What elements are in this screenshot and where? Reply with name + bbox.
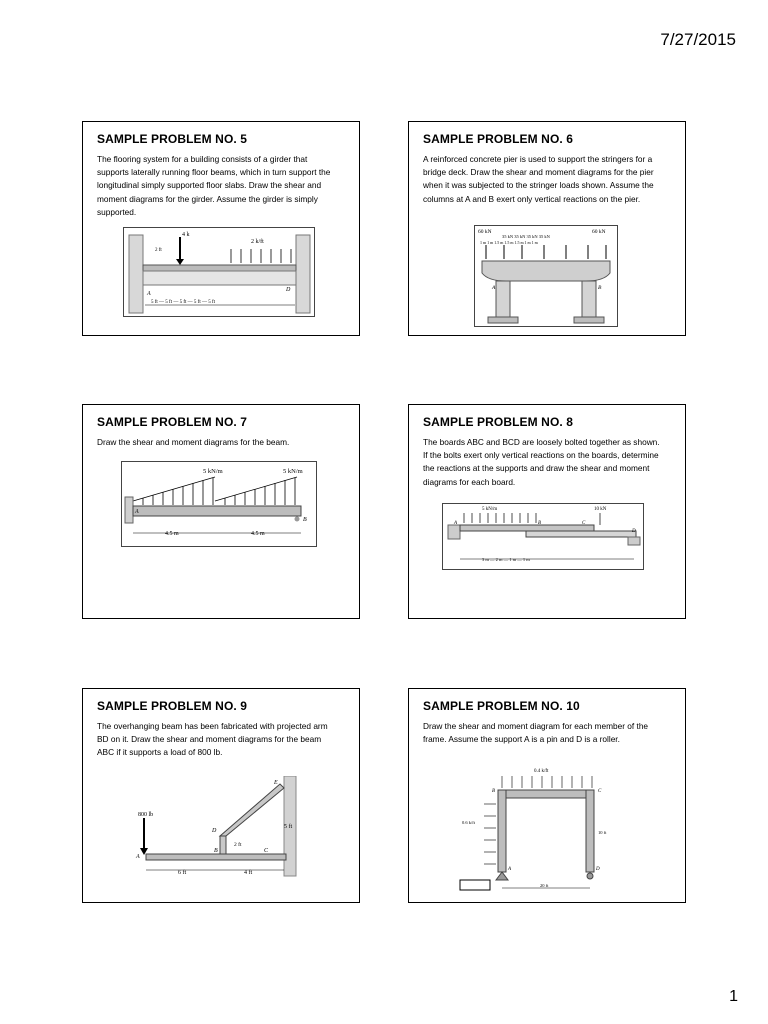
svg-text:5 kN/m: 5 kN/m — [283, 468, 303, 475]
girder-figure — [123, 227, 315, 317]
svg-text:6 ft: 6 ft — [178, 870, 187, 876]
pier-figure — [474, 225, 618, 327]
svg-text:B: B — [538, 521, 542, 526]
svg-text:D: D — [286, 287, 291, 293]
slide-body: The boards ABC and BCD are loosely bolted together as shown. If the bolts exert only vertical reactions on the boards, determine the reactions at the supports and draw the shear and moment diagrams for each board. — [423, 437, 660, 487]
slide-body: A reinforced concrete pier is used to support the stringers for a bridge deck. Draw the shear and moment diagrams for the pier when it was subjected to the stringer loads shown. Assume the columns at A and B exert only vertical reactions on the pier. — [423, 154, 654, 204]
slide-body: Draw the shear and moment diagram for each member of the frame. Assume the support A is a pin and D is a roller. — [423, 721, 649, 745]
svg-text:5 kN/m: 5 kN/m — [482, 507, 498, 512]
svg-text:A: A — [135, 509, 139, 515]
svg-text:60 kN: 60 kN — [478, 229, 492, 235]
slide-title: SAMPLE PROBLEM NO. 10 — [423, 699, 580, 713]
bolted-boards-figure — [442, 503, 644, 570]
svg-text:A: A — [454, 521, 458, 526]
slide-title: SAMPLE PROBLEM NO. 6 — [423, 132, 574, 146]
svg-text:60 kN: 60 kN — [592, 229, 606, 235]
svg-text:4.5 m: 4.5 m — [251, 531, 265, 537]
svg-text:800 lb: 800 lb — [138, 812, 154, 818]
triangular-load-beam-figure — [121, 461, 317, 547]
svg-text:A: A — [508, 867, 512, 872]
svg-text:10 ft: 10 ft — [598, 830, 607, 835]
svg-text:E: E — [274, 780, 278, 786]
svg-text:C: C — [582, 521, 586, 526]
svg-text:B: B — [598, 285, 602, 291]
slide-body: The flooring system for a building consists of a girder that supports laterally running floor beams, which in turn support the longitudinal simply supported floor slabs. Draw the shear and moment diagrams for the girder. Assume the girder is simply supported. — [97, 154, 331, 217]
svg-text:4 ft: 4 ft — [244, 870, 253, 876]
svg-text:4 k: 4 k — [182, 232, 190, 238]
svg-text:D: D — [596, 867, 600, 872]
slide-body: The overhanging beam has been fabricated with projected arm BD on it. Draw the shear and moment diagrams for the beam ABC if it supports a load of 800 lb. — [97, 721, 328, 758]
svg-text:C: C — [264, 848, 269, 854]
svg-text:A: A — [136, 854, 140, 860]
slide-title: SAMPLE PROBLEM NO. 8 — [423, 415, 574, 429]
slide-title: SAMPLE PROBLEM NO. 5 — [97, 132, 248, 146]
slide-title: SAMPLE PROBLEM NO. 9 — [97, 699, 248, 713]
overhanging-beam-figure — [134, 776, 302, 882]
svg-text:2 ft: 2 ft — [234, 842, 242, 848]
svg-text:B: B — [492, 789, 496, 794]
slide-title: SAMPLE PROBLEM NO. 7 — [97, 415, 248, 429]
svg-text:B: B — [214, 848, 218, 854]
svg-text:5 kN/m: 5 kN/m — [203, 468, 223, 475]
svg-text:A: A — [492, 285, 496, 291]
svg-text:3 m — 2 m — 1 m — 1 m: 3 m — 2 m — 1 m — 1 m — [482, 557, 530, 562]
svg-text:2 ft: 2 ft — [155, 248, 162, 253]
svg-text:2 k/ft: 2 k/ft — [251, 239, 264, 245]
svg-text:5 ft — 5 ft — 5 ft — 5 ft — 5: 5 ft — 5 ft — 5 ft — 5 ft — 5 ft — [151, 300, 216, 305]
page-number: 1 — [729, 988, 738, 1005]
svg-text:0.6 k/ft: 0.6 k/ft — [462, 820, 475, 825]
svg-text:5 ft: 5 ft — [284, 824, 293, 830]
svg-text:B: B — [303, 517, 307, 523]
svg-text:0.4 k/ft: 0.4 k/ft — [534, 769, 549, 774]
page-date: 7/27/2015 — [660, 30, 736, 49]
svg-text:D: D — [212, 828, 217, 834]
svg-text:D: D — [632, 529, 636, 534]
svg-text:35 kN 35 kN 35 kN 35 kN: 35 kN 35 kN 35 kN 35 kN — [502, 234, 550, 239]
svg-text:10 kN: 10 kN — [594, 507, 607, 512]
svg-text:C: C — [598, 789, 602, 794]
svg-text:4.5 m: 4.5 m — [165, 531, 179, 537]
svg-text:20 ft: 20 ft — [540, 883, 549, 888]
frame-figure — [458, 764, 608, 892]
svg-text:1 m 1 m 1.5 m 1.5 m 1.5 m: 1 m 1 m 1.5 m 1.5 m 1.5 m 1 m 1 m — [480, 240, 538, 245]
slide-body: Draw the shear and moment diagrams for the beam. — [97, 437, 290, 447]
svg-text:A: A — [147, 291, 151, 297]
